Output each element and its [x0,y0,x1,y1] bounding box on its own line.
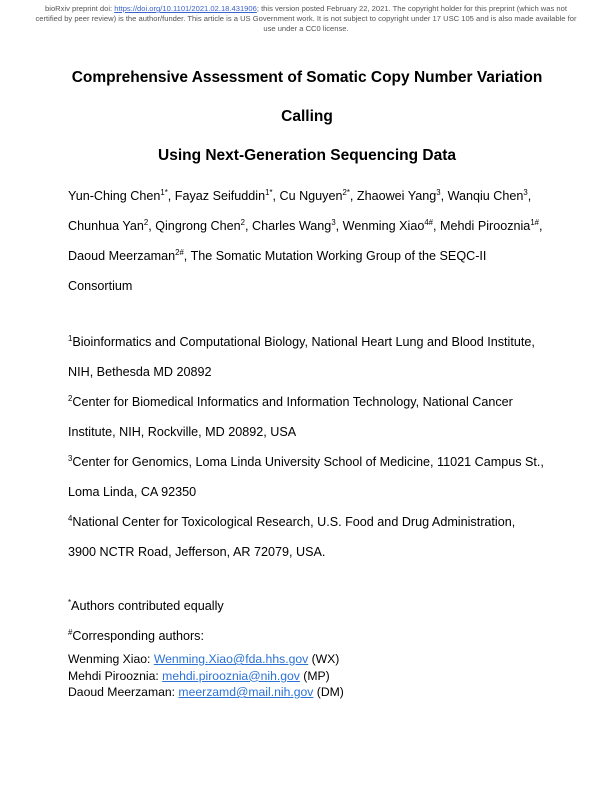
equal-contribution-note [68,591,546,621]
text-run: bioRxiv preprint doi: [45,4,115,13]
text-run: , Cu Nguyen [272,189,343,203]
author-list [68,181,546,301]
affiliation-4 [68,507,546,567]
paper-title-line-1: Comprehensive Assessment of Somatic Copy Number Variation Calling [71,69,543,125]
superscript-marker: 1* [160,187,168,197]
text-run: Yun-Ching Chen [68,189,161,203]
text-run: , Zhaowei Yang [349,189,437,203]
corresponding-author-row [68,668,546,685]
superscript-marker: 1 [68,333,73,343]
text-run: (DM) [313,685,344,699]
superscript-marker: 2 [143,217,149,227]
text-run: National Center for Toxicological Research, U.S. Food and Drug Administration, 3900 NCTR Road, Jefferson, AR 72079, USA. [68,515,516,559]
superscript-marker: 2* [342,187,350,197]
corresponding-author-row [68,651,546,668]
superscript-marker: # [68,627,73,637]
corresponding-authors-heading [68,621,546,651]
doi-link[interactable]: https://doi.org/10.1101/2021.02.18.431906 [114,4,257,13]
superscript-marker: 3 [331,217,336,227]
text-run: , Qingrong Chen [148,219,241,233]
superscript-marker: 2# [175,247,184,257]
text-run: Bioinformatics and Computational Biology, National Heart Lung and Blood Institute, NIH, Bethesda MD 20892 [68,335,535,379]
text-run: (WX) [308,652,340,666]
superscript-marker: 1# [530,217,540,227]
superscript-marker: 1* [265,187,273,197]
text-run: , Fayaz Seifuddin [167,189,266,203]
paper-title [68,58,546,175]
text-run: , Wanqiu Chen [440,189,524,203]
superscript-marker: 3 [523,187,528,197]
text-run: Daoud Meerzaman: [68,685,179,699]
superscript-marker: 3 [436,187,441,197]
affiliation-3 [68,447,546,507]
affiliation-2 [68,387,546,447]
corresponding-authors-list [68,651,546,701]
email-link[interactable]: Wenming.Xiao@fda.hhs.gov [153,652,309,666]
text-run: (MP) [299,668,330,683]
superscript-marker: 4# [424,217,434,227]
superscript-marker: 2 [68,393,73,403]
text-run: , The Somatic Mutation Working Group of the SEQC-II Consortium [68,249,487,293]
text-run: Corresponding authors: [72,629,204,643]
paper-title-line-2: Using Next-Generation Sequencing Data [158,147,456,164]
text-run: Authors contributed equally [71,599,224,613]
text-run: , Chunhua Yan [68,189,532,233]
text-run: , Wenming Xiao [335,219,425,233]
preprint-copyright-notice [33,4,579,33]
text-run: Center for Biomedical Informatics and Information Technology, National Cancer Institute, NIH, Rockville, MD 20892, USA [68,395,513,439]
text-run: Center for Genomics, Loma Linda University School of Medicine, 11021 Campus St., Loma Linda, CA 92350 [68,455,544,499]
superscript-marker: 2 [240,217,245,227]
affiliation-1 [68,327,546,387]
text-run: Mehdi Pirooznia: [68,668,163,683]
text-run: , Mehdi Pirooznia [433,219,531,233]
superscript-marker: * [68,597,72,607]
email-link[interactable]: meerzamd@mail.nih.gov [178,685,314,699]
affiliations [68,327,546,567]
email-link[interactable]: mehdi.pirooznia@nih.gov [162,668,300,683]
page-content [68,58,546,701]
superscript-marker: 4 [68,513,73,523]
superscript-marker: 3 [68,453,73,463]
text-run: Wenming Xiao: [68,652,154,666]
text-run: , Daoud Meerzaman [68,219,543,263]
text-run: ; this version posted February 22, 2021. The copyright holder for this preprint (which was not certified by peer review) is the author/funder. This article is a US Government work. It is not subject to copyright under 17 USC 105 and is also made available for use under a CC0 license. [35,4,577,33]
corresponding-author-row [68,684,546,701]
text-run: , Charles Wang [244,219,332,233]
